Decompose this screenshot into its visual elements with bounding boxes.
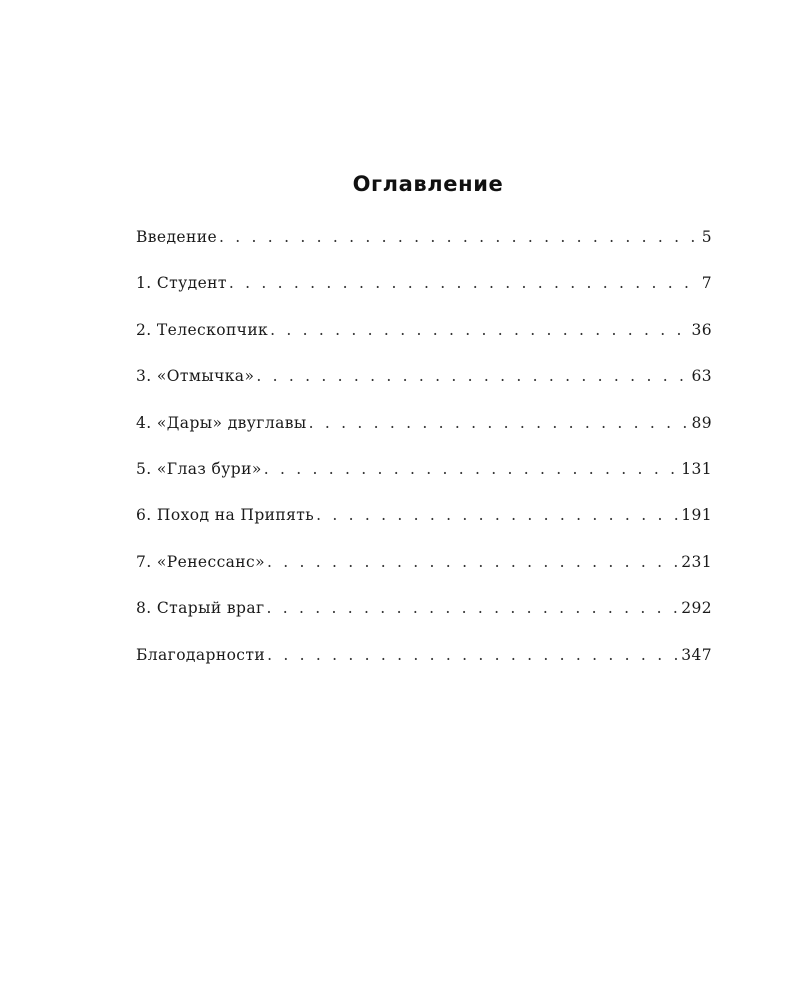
toc-entry-label: 1. Студент <box>136 274 227 293</box>
dot-leader <box>229 274 700 292</box>
toc-entry-label: 6. Поход на Припять <box>136 506 315 525</box>
dot-leader <box>219 228 700 246</box>
dot-leader <box>316 506 679 524</box>
toc-entry-chapter-6 <box>136 506 712 552</box>
toc-entry-label: 8. Старый враг <box>136 599 265 618</box>
toc-entry-page-number: 131 <box>681 459 712 478</box>
toc-entry-chapter-4 <box>136 414 712 460</box>
dot-leader <box>267 646 679 664</box>
toc-entry-chapter-5 <box>136 460 712 506</box>
toc-entry-chapter-7 <box>136 553 712 599</box>
toc-entry-chapter-1 <box>136 274 712 320</box>
page-title: Оглавление <box>352 172 504 196</box>
toc-entry-label: 3. «Отмычка» <box>136 367 255 386</box>
dot-leader <box>309 414 690 432</box>
toc-entry-page-number: 7 <box>701 274 712 293</box>
toc-entry-page-number: 347 <box>681 645 712 664</box>
dot-leader <box>270 321 689 339</box>
toc-entry-label: Благодарности <box>136 645 266 664</box>
toc-entry-label: 5. «Глаз бури» <box>136 459 262 478</box>
toc-entry-label: Введение <box>136 228 218 246</box>
toc-entry-chapter-8 <box>136 599 712 645</box>
toc-entry-label: 4. «Дары» двуглавы <box>136 413 307 432</box>
toc-entry-chapter-2 <box>136 321 712 367</box>
toc-entry-page-number: 292 <box>681 599 712 618</box>
toc-entry-page-number: 5 <box>701 228 712 246</box>
dot-leader <box>267 599 680 617</box>
dot-leader <box>256 367 689 385</box>
toc-entry-page-number: 231 <box>681 552 712 571</box>
toc-entry-acknowledgements <box>136 646 712 692</box>
toc-entry-introduction <box>136 228 712 274</box>
toc-entry-page-number: 63 <box>691 367 712 386</box>
dot-leader <box>264 460 679 478</box>
toc-entry-page-number: 36 <box>691 320 712 339</box>
table-of-contents <box>136 228 712 692</box>
toc-entry-page-number: 191 <box>681 506 712 525</box>
toc-entry-page-number: 89 <box>691 413 712 432</box>
toc-entry-label: 7. «Ренессанс» <box>136 552 266 571</box>
dot-leader <box>267 553 679 571</box>
toc-entry-label: 2. Телескопчик <box>136 320 269 339</box>
toc-entry-chapter-3 <box>136 367 712 413</box>
